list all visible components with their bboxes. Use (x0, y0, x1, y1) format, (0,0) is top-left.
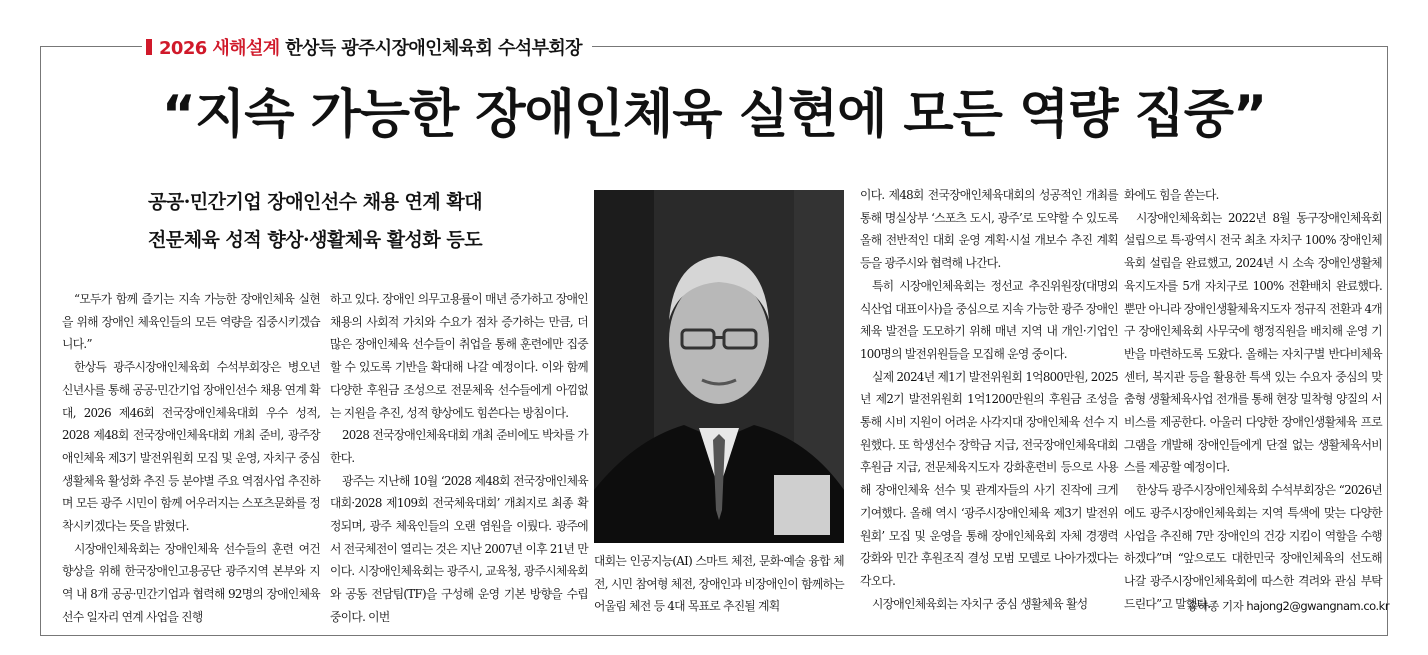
paragraph: 한상득 광주시장애인체육회 수석부회장은 병오년 신년사를 통해 공공·민간기업 장애인선수 채용 연계 확대, 2026 제46회 전국장애인체육대회 우수 성적, 2028 제48회 전국장애인체육대회 개최 준비, 광주장애인체육 제3기 발전위원회 모집 및 운영, 자치구 중심 생활체육 활성화 추진 등 분야별 주요 역점사업 추진하며 모든 광주 시민이 함께 어우러지는 스포츠문화를 정착시키겠다는 뜻을 밝혔다. (62, 360, 320, 534)
paragraph: 시장애인체육회는 2022년 8월 동구장애인체육회 설립으로 특·광역시 전국 최초 자치구 100% 장애인체육회 설립을 완료했고, 2024년 시 소속 장애인생활체육지도자를 5개 자치구로 100% 전환배치 완료했다. 뿐만 아니라 장애인생활체육지도자 정규직 전환과 4개 구 장애인체육회 사무국에 행정직원을 배치해 운영 기반을 마련하도록 도왔다. 올해는 자치구별 반다비체육센터, 복지관 등을 활용한 특색 있는 수요자 중심의 맞춤형 생활체육사업 전개를 통해 현장 밀착형 양질의 서비스를 제공한다. 아울러 다양한 장애인생활체육 프로그램을 개발해 장애인들에게 단절 없는 생활체육서비스를 제공할 예정이다. (1124, 210, 1382, 475)
kicker-title: 한상득 광주시장애인체육회 수석부회장 (285, 38, 582, 59)
kicker (142, 34, 592, 60)
paragraph: 시장애인체육회는 장애인체육 선수들의 훈련 여건 향상을 위해 한국장애인고용공단 광주지역 본부와 지역 내 8개 공공·민간기업과 협력해 92명의 장애인체육 선수 일자리 연계 사업을 진행 (62, 541, 320, 624)
headline: “지속 가능한 장애인체육 실현에 모든 역량 집중” (161, 85, 1267, 145)
kicker-rule (622, 46, 1387, 47)
paragraph: 한상득 광주시장애인체육회 수석부회장은 “2026년에도 광주시장애인체육회는 지역 특색에 맞는 다양한 사업을 추진해 7만 장애인의 건강 지킴이 역할을 수행하겠다”며 “앞으로도 대한민국 장애인체육의 선도해 나갈 광주시장애인체육회에 따스한 격려와 관심 부탁드린다”고 말했다. (1124, 483, 1382, 611)
paragraph: 화에도 힘을 쏟는다. (1124, 188, 1219, 202)
paragraph: 대회는 인공지능(AI) 스마트 체전, 문화·예술 융합 체전, 시민 참여형 체전, 장애인과 비장애인이 함께하는 어울림 체전 등 4대 목표로 추진될 계획 (594, 554, 844, 614)
paragraph: 시장애인체육회는 자치구 중심 생활체육 활성 (872, 596, 1088, 611)
column-3 (594, 550, 844, 618)
kicker-bar (146, 39, 152, 55)
paragraph: 하고 있다. 장애인 의무고용률이 매년 증가하고 장애인 채용의 사회적 가치와 수요가 점차 증가하는 만큼, 더 많은 장애인체육 선수들이 취업을 통해 훈련에만 집중할 수 있도록 기반을 확대해 나갈 예정이다. 이와 함께 다양한 후원금 조성으로 전문체육 선수들에게 아낌없는 지원을 추진, 성적 향상에도 힘쓴다는 방침이다. (330, 292, 588, 420)
paragraph: 이다. 제48회 전국장애인체육대회의 성공적인 개최를 통해 명실상부 ‘스포츠 도시, 광주’로 도약할 수 있도록 올해 전반적인 대회 운영 계획·시설 개보수 추진 계획 등을 광주시와 협력해 나간다. (860, 188, 1118, 271)
paragraph: 실제 2024년 제1기 발전위원회 1억800만원, 2025년 제2기 발전위원회 1억1200만원의 후원금 조성을 통해 시비 지원이 어려운 사각지대 장애인체육 선수 지원했다. 또 학생선수 장학금 지급, 전국장애인체육대회 후원금 지급, 전문체육지도자 강화훈련비 등으로 사용해 장애인체육 선수 및 관계자들의 사기 진작에 크게 기여했다. 올해 역시 ‘광주시장애인체육 제3기 발전위원회’ 모집 및 운영을 통해 장애인체육회 자체 경쟁력 강화와 민간 후원조직 결성 모범 모델로 나아가겠다는 각오다. (860, 369, 1118, 588)
column-1 (62, 288, 320, 629)
column-5 (1124, 184, 1382, 615)
paragraph: 광주는 지난해 10월 ‘2028 제48회 전국장애인체육대회·2028 제109회 전국체육대회’ 개최지로 최종 확정되며, 광주 체육인들의 오랜 염원을 이뤘다. 광주에서 전국체전이 열리는 것은 지난 2007년 이후 21년 만이다. 시장애인체육회는 광주시, 교육청, 광주시체육회와 공동 전담팀(TF)을 구성해 운영 기본 방향을 수립 중이다. 이번 (330, 473, 588, 624)
kicker-tag: 2026 새해설계 (159, 38, 280, 59)
paragraph: 2028 전국장애인체육대회 개최 준비에도 박차를 가한다. (330, 428, 588, 465)
subhead-2: 전문체육 성적 향상·생활체육 활성화 등도 (148, 229, 483, 251)
column-2 (330, 288, 588, 629)
paragraph: 특히 시장애인체육회는 정선교 추진위원장(대명외식산업 대표이사)을 중심으로 지속 가능한 광주 장애인체육 발전을 도모하기 위해 매년 지역 내 개인·기업인 100명의 발전위원들을 모집해 운영 중이다. (860, 278, 1118, 361)
portrait-photo (594, 190, 844, 543)
portrait-illustration (594, 190, 844, 543)
column-4 (860, 184, 1118, 615)
subhead-1: 공공·민간기업 장애인선수 채용 연계 확대 (148, 191, 483, 213)
paragraph: “모두가 함께 즐기는 지속 가능한 장애인체육 실현을 위해 장애인 체육인들의 모든 역량을 집중시키겠습니다.” (62, 292, 320, 352)
byline: 송하종 기자 hajong2@gwangnam.co.kr (1187, 599, 1390, 613)
